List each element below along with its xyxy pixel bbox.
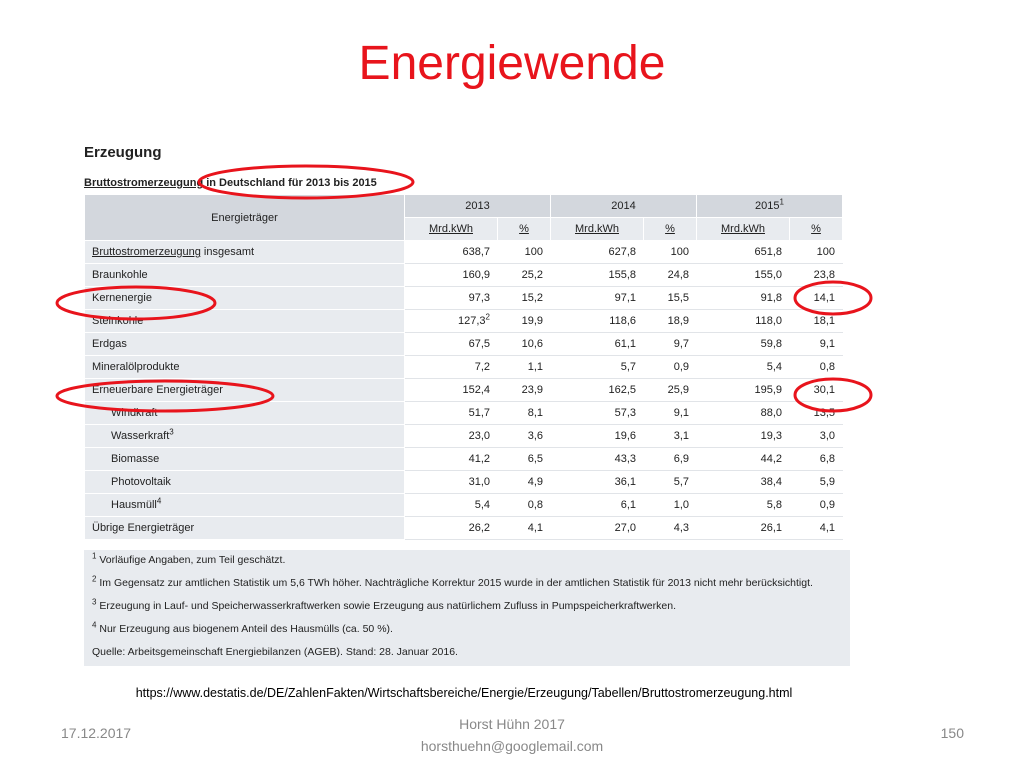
row-label-text: Wasserkraft: [111, 430, 170, 442]
cell-2014-value: 36,1: [551, 471, 644, 494]
table-row: [85, 310, 843, 333]
cell-2015-pct: 23,8: [790, 264, 843, 287]
cell-2014-pct: 0,9: [644, 356, 697, 379]
cell-2015-value: 19,3: [697, 425, 790, 448]
cell-2013-value: 31,0: [405, 471, 498, 494]
table-row: [85, 379, 843, 402]
row-label-text: Windkraft: [111, 407, 158, 419]
header-row-years: [85, 195, 843, 218]
cell-2015-value: 59,8: [697, 333, 790, 356]
cell-2013-value: 51,7: [405, 402, 498, 425]
row-label-text: Braunkohle: [92, 269, 148, 281]
cell-2013-value: 7,2: [405, 356, 498, 379]
cell-2015-value: 38,4: [697, 471, 790, 494]
cell-2015-value: 651,8: [697, 241, 790, 264]
cell-2015-value: 88,0: [697, 402, 790, 425]
row-label: [85, 241, 405, 264]
cell-2015-pct: 18,1: [790, 310, 843, 333]
cell-2015-pct: 0,8: [790, 356, 843, 379]
cell-2014-pct: 24,8: [644, 264, 697, 287]
table-row: [85, 264, 843, 287]
cell-2013-value: 97,3: [405, 287, 498, 310]
table-row: [85, 517, 843, 540]
slide-title: Energiewende: [358, 37, 666, 90]
cell-2014-pct: 3,1: [644, 425, 697, 448]
cell-2015-value: 195,9: [697, 379, 790, 402]
cell-2013-pct: 25,2: [498, 264, 551, 287]
cell-2014-value: 155,8: [551, 264, 644, 287]
author-email: horsthuehn@googlemail.com: [420, 738, 604, 754]
table-caption: [84, 177, 377, 189]
table-row: [85, 425, 843, 448]
row-label-link[interactable]: Bruttostromerzeugung: [92, 246, 201, 258]
cell-2013-value: 160,9: [405, 264, 498, 287]
cell-2013-pct: 0,8: [498, 494, 551, 517]
header-energietraeger: Energieträger: [85, 195, 405, 241]
source-note: Quelle: Arbeitsgemeinschaft Energiebilanzen (AGEB). Stand: 28. Januar 2016.: [92, 646, 458, 658]
row-label-text: Erdgas: [92, 338, 127, 350]
cell-2014-pct: 100: [644, 241, 697, 264]
cell-2014-value: 118,6: [551, 310, 644, 333]
cell-2013-value: 67,5: [405, 333, 498, 356]
footnote-3: $^3$ Erzeugung in Lauf- und Speicherwasserkraftwerken sowie Erzeugung aus natürlichem Zufluss in Pumpspeicherkraftwerken.: [92, 597, 676, 612]
cell-2015-pct: 30,1: [790, 379, 843, 402]
cell-2013-value: 152,4: [405, 379, 498, 402]
unit-value-header[interactable]: Mrd.kWh: [551, 218, 644, 241]
row-label: [85, 379, 405, 402]
cell-2015-pct: 3,0: [790, 425, 843, 448]
cell-2013-value: 5,4: [405, 494, 498, 517]
row-label-text: Erneuerbare Energieträger: [92, 384, 223, 396]
footnote-4: $^4$ Nur Erzeugung aus biogenem Anteil des Hausmülls (ca. 50 %).: [92, 620, 393, 635]
row-label-text: Steinkohle: [92, 315, 144, 327]
footnote-2: $^2$ Im Gegensatz zur amtlichen Statistik um 5,6 TWh höher. Nachträgliche Korrektur 2015 wurde in der amtlichen Statistik für 2013 nicht mehr berücksichtigt.: [92, 574, 813, 589]
unit-pct-header: %: [644, 218, 697, 241]
table-row: [85, 241, 843, 264]
cell-2015-value: 5,8: [697, 494, 790, 517]
footnotes: [84, 550, 850, 666]
table-screenshot: [84, 138, 850, 666]
header-year-2015: 2015$^1$: [697, 195, 843, 218]
cell-2015-pct: 5,9: [790, 471, 843, 494]
cell-2014-value: 5,7: [551, 356, 644, 379]
cell-2014-value: 6,1: [551, 494, 644, 517]
cell-2013-pct: 3,6: [498, 425, 551, 448]
cell-2014-pct: 1,0: [644, 494, 697, 517]
row-label: [85, 310, 405, 333]
cell-2015-pct: 100: [790, 241, 843, 264]
table-row: [85, 494, 843, 517]
footnote-ref: 3: [169, 427, 174, 437]
cell-2015-value: 26,1: [697, 517, 790, 540]
row-label: [85, 517, 405, 540]
header-year-2013: 2013: [405, 195, 551, 218]
section-title: Erzeugung: [84, 144, 162, 161]
cell-2013-pct: 100: [498, 241, 551, 264]
cell-2013-pct: 15,2: [498, 287, 551, 310]
footnote-ref: 2: [485, 312, 490, 322]
cell-2015-pct: 13,5: [790, 402, 843, 425]
table-row: [85, 287, 843, 310]
cell-2015-value: 91,8: [697, 287, 790, 310]
source-url[interactable]: https://www.destatis.de/DE/ZahlenFakten/Wirtschaftsbereiche/Energie/Erzeugung/Tabellen/Bruttostromerzeugung.html: [135, 686, 793, 700]
cell-2014-value: 19,6: [551, 425, 644, 448]
footer-date: 17.12.2017: [61, 725, 132, 741]
cell-2013-pct: 10,6: [498, 333, 551, 356]
cell-2015-pct: 4,1: [790, 517, 843, 540]
row-label-text: Kernenergie: [92, 292, 152, 304]
cell-2014-value: 27,0: [551, 517, 644, 540]
table-row: [85, 356, 843, 379]
row-label: [85, 402, 405, 425]
caption-link[interactable]: Bruttostromerzeugung: [84, 177, 204, 189]
cell-2013-value: 127,3$^2$: [405, 310, 498, 333]
cell-2014-pct: 25,9: [644, 379, 697, 402]
cell-2014-pct: 4,3: [644, 517, 697, 540]
row-label: [85, 425, 405, 448]
author-name: Horst Hühn 2017: [459, 716, 565, 732]
cell-2015-value: 155,0: [697, 264, 790, 287]
cell-2014-pct: 18,9: [644, 310, 697, 333]
row-label-text: Photovoltaik: [111, 476, 171, 488]
footnote-ref: 1: [779, 197, 784, 207]
row-label: [85, 264, 405, 287]
cell-2013-value: 41,2: [405, 448, 498, 471]
unit-pct-header: %: [790, 218, 843, 241]
row-label: [85, 448, 405, 471]
cell-2013-pct: 4,1: [498, 517, 551, 540]
cell-2013-value: 23,0: [405, 425, 498, 448]
cell-2013-pct: 23,9: [498, 379, 551, 402]
cell-2013-value: 26,2: [405, 517, 498, 540]
row-label-text: Übrige Energieträger: [92, 522, 195, 534]
cell-2014-value: 97,1: [551, 287, 644, 310]
cell-2013-pct: 4,9: [498, 471, 551, 494]
cell-2013-pct: 6,5: [498, 448, 551, 471]
row-label-text: Biomasse: [111, 453, 160, 465]
cell-2013-pct: 1,1: [498, 356, 551, 379]
table-row: [85, 471, 843, 494]
row-label: [85, 356, 405, 379]
cell-2013-pct: 8,1: [498, 402, 551, 425]
generation-table: [84, 194, 843, 540]
page-number: 150: [940, 725, 964, 741]
cell-2015-pct: 6,8: [790, 448, 843, 471]
row-label-text: insgesamt: [200, 246, 255, 258]
cell-2015-value: 118,0: [697, 310, 790, 333]
table-body: [85, 241, 843, 540]
cell-2015-pct: 9,1: [790, 333, 843, 356]
cell-2014-value: 43,3: [551, 448, 644, 471]
cell-2015-pct: 14,1: [790, 287, 843, 310]
caption-text: in Deutschland für 2013 bis 2015: [203, 177, 377, 189]
cell-2013-value: 638,7: [405, 241, 498, 264]
cell-2014-value: 57,3: [551, 402, 644, 425]
cell-2014-value: 162,5: [551, 379, 644, 402]
footer-author: [362, 713, 662, 757]
cell-2014-value: 627,8: [551, 241, 644, 264]
table-row: [85, 333, 843, 356]
row-label: [85, 333, 405, 356]
header-year-2014: 2014: [551, 195, 697, 218]
cell-2015-pct: 0,9: [790, 494, 843, 517]
cell-2014-pct: 9,1: [644, 402, 697, 425]
table-row: [85, 448, 843, 471]
row-label: [85, 287, 405, 310]
cell-2014-pct: 5,7: [644, 471, 697, 494]
cell-2014-pct: 6,9: [644, 448, 697, 471]
row-label: [85, 494, 405, 517]
cell-2015-value: 44,2: [697, 448, 790, 471]
footnote-ref: 4: [156, 496, 162, 506]
cell-2015-value: 5,4: [697, 356, 790, 379]
row-label-text: Mineralölprodukte: [92, 361, 180, 373]
unit-pct-header: %: [498, 218, 551, 241]
row-label: [85, 471, 405, 494]
row-label-text: Hausmüll: [111, 499, 157, 511]
unit-value-header[interactable]: Mrd.kWh: [697, 218, 790, 241]
cell-2014-value: 61,1: [551, 333, 644, 356]
cell-2013-pct: 19,9: [498, 310, 551, 333]
table-row: [85, 402, 843, 425]
cell-2014-pct: 9,7: [644, 333, 697, 356]
footnote-1: $^1$ Vorläufige Angaben, zum Teil geschätzt.: [92, 551, 286, 566]
unit-value-header[interactable]: Mrd.kWh: [405, 218, 498, 241]
cell-2014-pct: 15,5: [644, 287, 697, 310]
